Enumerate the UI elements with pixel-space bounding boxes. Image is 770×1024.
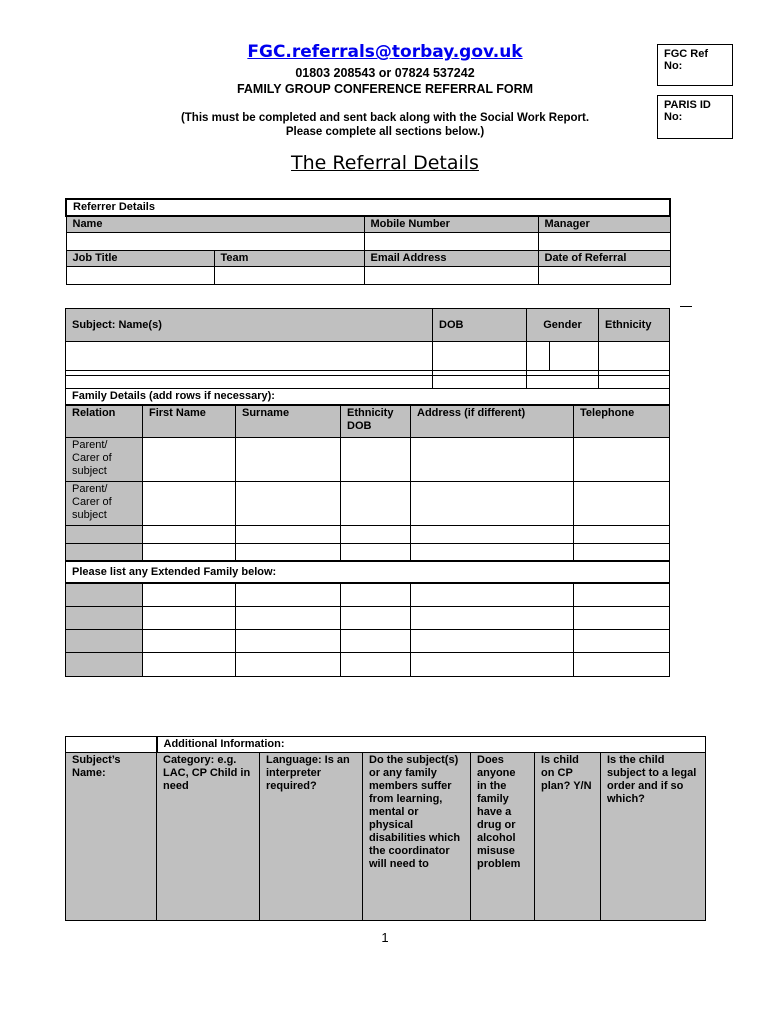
gender-divider — [549, 342, 598, 370]
label-team: Team — [214, 251, 364, 267]
input-first-name-2[interactable] — [143, 481, 236, 525]
extended-family-heading: Please list any Extended Family below: — [66, 561, 670, 583]
input-mobile[interactable] — [364, 233, 538, 251]
label-surname: Surname — [236, 405, 341, 437]
input-ethnicity[interactable] — [599, 342, 670, 371]
label-dob: DOB — [433, 309, 527, 342]
input-first-name-1[interactable] — [143, 437, 236, 481]
instruction-line-1: (This must be completed and sent back along with the Social Work Report. — [180, 112, 590, 124]
label-date: Date of Referral — [538, 251, 670, 267]
label-mobile: Mobile Number — [364, 216, 538, 233]
phone-numbers: 01803 208543 or 07824 537242 — [295, 66, 475, 80]
label-email: Email Address — [364, 251, 538, 267]
stray-dash — [680, 306, 692, 307]
input-telephone-2[interactable] — [574, 481, 670, 525]
input-ethnicity-2[interactable] — [341, 481, 411, 525]
page-number: 1 — [381, 930, 389, 945]
instruction-line-2: Please complete all sections below.) — [285, 126, 485, 138]
family-heading: Family Details (add rows if necessary): — [66, 389, 670, 406]
input-name[interactable] — [66, 233, 364, 251]
label-name: Name — [66, 216, 364, 233]
input-job-title[interactable] — [66, 267, 214, 285]
label-manager: Manager — [538, 216, 670, 233]
relation-parent-2: Parent/ Carer of subject — [66, 481, 143, 525]
fgc-ref-label: FGC Ref No: — [664, 48, 708, 72]
label-language: Language: Is an interpreter required? — [260, 753, 363, 921]
label-relation: Relation — [66, 405, 143, 437]
additional-info-table — [65, 736, 706, 921]
input-ethnicity-1[interactable] — [341, 437, 411, 481]
label-legal-order: Is the child subject to a legal order and if so which? — [601, 753, 706, 921]
input-date[interactable] — [538, 267, 670, 285]
form-title: FAMILY GROUP CONFERENCE REFERRAL FORM — [236, 82, 534, 96]
relation-parent-1: Parent/ Carer of subject — [66, 437, 143, 481]
fgc-ref-box[interactable] — [657, 44, 733, 86]
label-ethnicity: Ethnicity — [599, 309, 670, 342]
extended-relation-3[interactable] — [66, 629, 143, 652]
paris-id-box[interactable] — [657, 95, 733, 139]
input-subject-names[interactable] — [66, 342, 433, 371]
label-cp-plan: Is child on CP plan? Y/N — [535, 753, 601, 921]
label-gender: Gender — [527, 309, 599, 342]
section-title: The Referral Details — [291, 152, 479, 174]
input-telephone-1[interactable] — [574, 437, 670, 481]
input-address-1[interactable] — [411, 437, 574, 481]
label-first-name: First Name — [143, 405, 236, 437]
relation-blank-1[interactable] — [66, 525, 143, 543]
referrer-heading: Referrer Details — [66, 199, 670, 216]
input-team[interactable] — [214, 267, 364, 285]
subject-table — [65, 308, 670, 389]
family-details-table — [65, 388, 670, 677]
extended-relation-2[interactable] — [66, 606, 143, 629]
label-telephone: Telephone — [574, 405, 670, 437]
input-address-2[interactable] — [411, 481, 574, 525]
input-dob[interactable] — [433, 342, 527, 371]
label-category: Category: e.g. LAC, CP Child in need — [157, 753, 260, 921]
input-email[interactable] — [364, 267, 538, 285]
label-subject-names: Subject: Name(s) — [66, 309, 433, 342]
input-manager[interactable] — [538, 233, 670, 251]
input-surname-2[interactable] — [236, 481, 341, 525]
label-address: Address (if different) — [411, 405, 574, 437]
label-disabilities: Do the subject(s) or any family members suffer from learning, mental or physical disabilities which the coordinator will need to — [363, 753, 471, 921]
paris-id-label: PARIS ID No: — [664, 99, 711, 123]
referrer-details-table — [65, 198, 671, 285]
label-drug-alcohol: Does anyone in the family have a drug or alcohol misuse problem — [471, 753, 535, 921]
referral-email-link[interactable]: FGC.referrals@torbay.gov.uk — [247, 42, 523, 62]
label-subjects-name: Subject’s Name: — [66, 753, 157, 921]
label-job-title: Job Title — [66, 251, 214, 267]
additional-heading: Additional Information: — [157, 737, 706, 753]
extended-relation-4[interactable] — [66, 652, 143, 676]
extended-relation-1[interactable] — [66, 583, 143, 606]
label-ethnicity-dob: Ethnicity DOB — [341, 405, 411, 437]
relation-blank-2[interactable] — [66, 543, 143, 561]
input-surname-1[interactable] — [236, 437, 341, 481]
input-gender[interactable] — [527, 342, 599, 371]
